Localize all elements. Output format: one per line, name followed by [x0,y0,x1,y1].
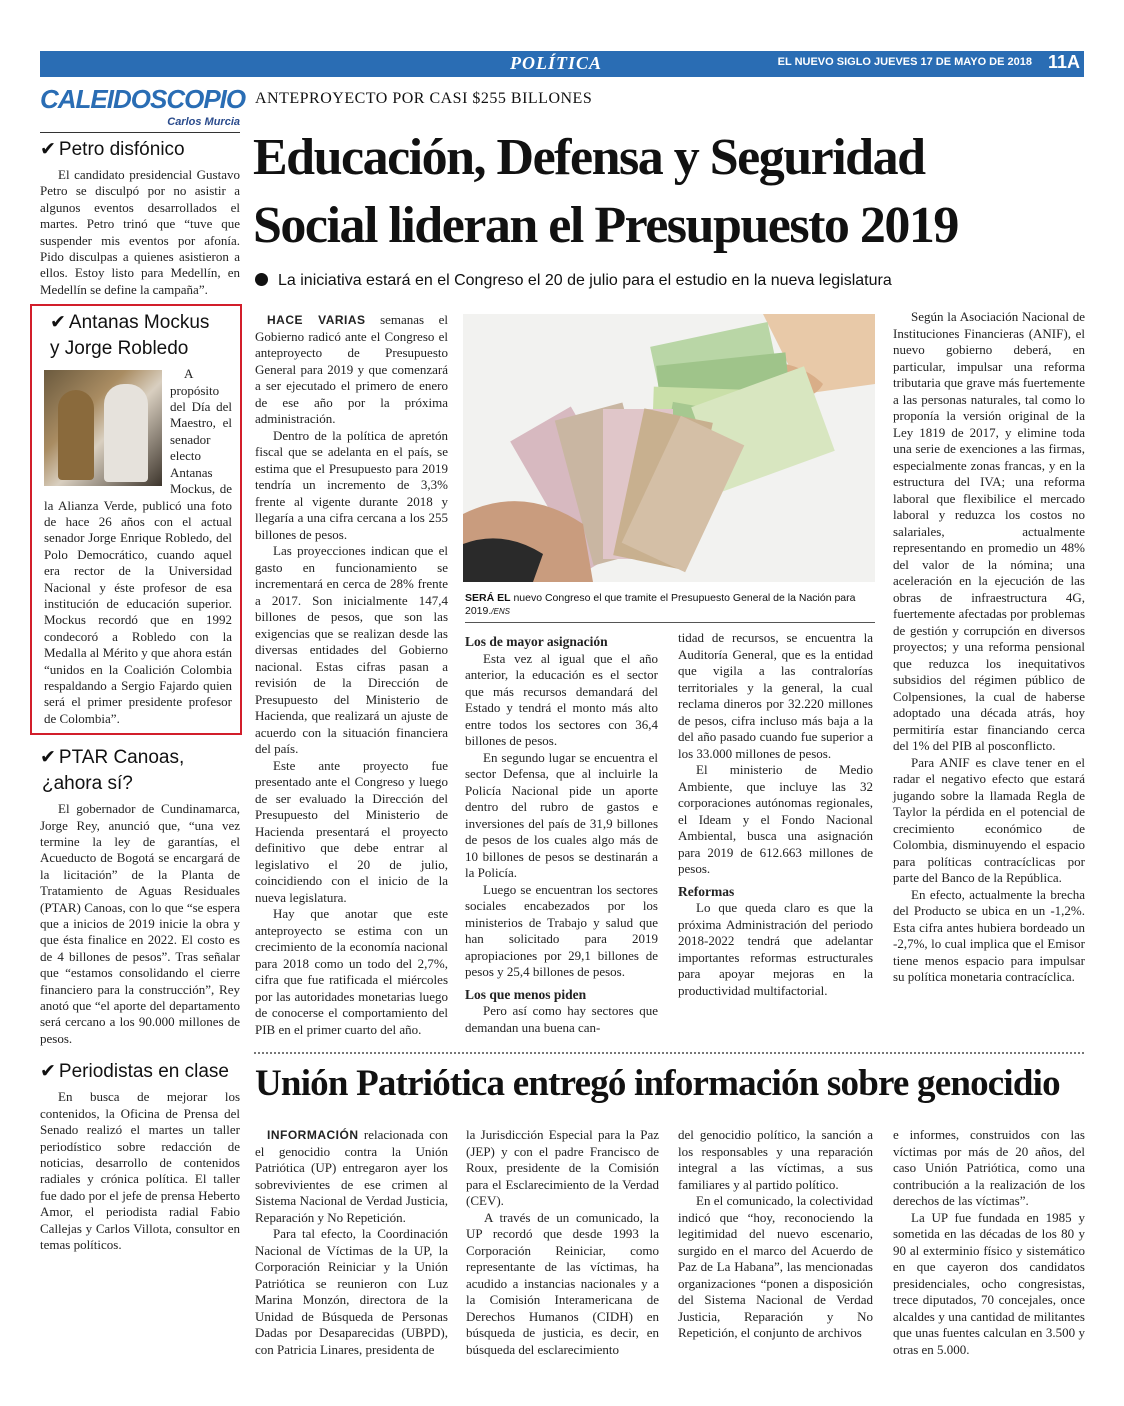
paragraph: A través de un comunicado, la UP recordó que desde 1993 la Corporación Reiniciar, como representante de las víctimas, ha acudido a instancias nacionales y a la Comisión Interamericana de Derechos Humanos (CIDH) en búsqueda de justicia, es decir, en búsqueda del esclarecimiento [466,1209,659,1357]
item-text: A propósito del Día del Maestro, el senador electo Antanas Mockus, de la Alianza Verde, publicó una foto de hace 26 años con el actual senador Jorge Enrique Robledo, del Polo Democrático, cuando aquel era rector de la Universidad Nacional y éste profesor de esa institución de educación superior. Mockus recordó que en 1992 condecoró a Robledo con la Medalla al Mérito y que ahora están “unidos en la Coalición Colombia respaldando a Sergio Fajardo quien será el primer presidente profesor de Colombia”. [44,366,232,726]
caleidoscopio-column [40,84,246,1384]
highlighted-item-box [30,304,242,735]
paragraph: la Jurisdicción Especial para la Paz (JEP) y con el padre Francisco de Roux, presidente de la Comisión para el Esclarecimiento de la Verdad (CEV). [466,1127,659,1208]
article-separator [254,1052,1084,1054]
divider [465,622,875,623]
checkmark-icon: ✔ [40,139,56,160]
paragraph: Según la Asociación Nacional de Instituciones Financieras (ANIF), el nuevo gobierno deberá, en particular, impulsar una reforma tributaria que grave más fuertemente a las personas naturales, tal como lo proponía la versión original de la Ley 1819 de 2017, y elimine toda una serie de exenciones a las firmas, especialmente zonas francas, y en la estructura del IVA; una reforma laboral que flexibilice el mercado laboral y reduzca los costos no salariales, actualmente representando en promedio un 48% del valor de la nómina; una aceleración en la ejecución de las obras de infraestructura 4G, fuertemente afectadas por problemas de gestión y corrupción en diversos proyectos; y una reforma pensional que reduzca los inequitativos subsidios del régimen público de Colpensiones, la cual de haberse adoptado una década atrás, hoy permitiría estar financiando cerca del 1% del PIB al posconflicto. [893,309,1085,753]
item-heading: ✔ Periodistas en clase [40,1061,229,1083]
article2-column-4 [893,1127,1085,1358]
paragraph: e informes, construidos con las víctimas por más de 20 años, del caso Unión Patriótica, como una contribución a la realización de los derechos de las víctimas”. [893,1127,1085,1208]
section-title: POLÍTICA [510,53,603,73]
checkmark-icon: ✔ [40,1061,56,1083]
paragraph: La UP fue fundada en 1985 y sometida en las décadas de los 80 y 90 al exterminio físico y sistemático en que cayeron dos candidatos presidenciales, ocho congresistas, trece diputados, 70 concejales, once alcaldes y una cantidad de militantes que unas fuentes calculan en 3.500 y otras en 5.000. [893,1209,1085,1357]
column-author: Carlos Murcia [167,116,240,128]
paragraph: Luego se encuentran los sectores sociales encabezados por los ministerios de Trabajo y salud que han solicitado para 2019 apropiaciones por 29,1 billones de pesos y 25,4 billones de pesos. [465,881,658,979]
paragraph: Hay que anotar que este anteproyecto se estima con un crecimiento de la economía nacional para 2018 como un todo del 2,7%, cifra que fue ratificada el miércoles por las autoridades monetarias luego de conocerse el comportamiento del PIB en el primer cuarto del año. [255,906,448,1037]
column-brand: CALEIDOSCOPIO [40,84,246,114]
checkmark-icon: ✔ [50,312,66,334]
paragraph: tidad de recursos, se encuentra la Auditoría General, que es la entidad que vigila a las contralorías territoriales y la general, la cual reclama dineros por 32.220 millones de pesos, cifra incluso más baja a la del año pasado cuando fue superior a los 33.000 millones de pesos. [678,630,873,761]
article-subheadline: La iniciativa estará en el Congreso el 20 de julio para el estudio en la nueva legislatura [255,272,892,290]
article-column-2 [465,628,658,1036]
paragraph: Esta vez al igual que el año anterior, la educación es el sector que más recursos demandará del Estado y tendrá el monto más alto entre todos los sectores con 36,4 billones de pesos. [465,650,658,748]
item-text: El candidato presidencial Gustavo Petro se disculpó por no asistir a algunos eventos desarrollados el martes. Petro trinó que “tuve que suspender mis eventos por afonía. Pido disculpas a quienes asistieron a ellos. Estoy listo para Medellín, en Medellín se define la campaña”. [40,167,240,297]
article-column-4 [893,309,1085,986]
subheading: Los que menos piden [465,986,587,1002]
paragraph: del genocidio político, la sanción a los responsables y una reparación integral a las víctimas, a sus familiares y al partido político. [678,1127,873,1192]
paragraph: Lo que queda claro es que la próxima Administración del periodo 2018-2022 tendrá que adelantar importantes reformas estructurales para apoyar mejoras en la productividad multifactorial. [678,900,873,998]
item-text: El gobernador de Cundinamarca, Jorge Rey, anunció que, “una vez termine la ley de garantías, el Acueducto de Bogotá se encargará de la licitación” de la Planta de Tratamiento de Aguas Residuales (PTAR) Canoas, con lo que “se espera que a inicios de 2019 inicie la obra y que ésta finalice en 2022. El costo es de 4 billones de pesos”. Tras señalar que “estamos consolidando el cierre financiero para la construcción”, Rey anotó que “el aporte del departamento será cercano a los 90.000 millones de pesos. [40,801,240,1046]
item-heading: ✔ Antanas Mockus [50,312,210,334]
article-kicker: ANTEPROYECTO POR CASI $255 BILLONES [255,90,593,107]
paragraph: En segundo lugar se encuentra el sector Defensa, que al incluirle la Policía Nacional pide un aporte dentro del rubro de gastos e inversiones del país de 31,9 billones de pesos de los cuales algo más de 10 billones de pesos se destinarán a la Policía. [465,749,658,880]
subheading: Reformas [678,883,735,899]
lead-words: INFORMACIÓN [267,1128,359,1142]
subheading: Los de mayor asignación [465,634,608,649]
paragraph: Pero así como hay sectores que demandan una buena can- [465,1003,658,1035]
item-heading-line2: ¿ahora sí? [42,773,133,795]
paragraph: Para ANIF es clave tener en el radar el negativo efecto que estará jugando sobre la llamada Regla de Taylor la pérdida en el potencial de crecimiento económico de Colombia, disminuyendo el espacio para políticas contracíclicas por parte del Banco de la República. [893,754,1085,885]
bullet-icon [255,273,268,286]
paragraph: En el comunicado, la colectividad indicó que “hoy, reconociendo la legitimidad del nuevo escenario, surgido en el marco del Acuerdo de Paz de La Habana”, las mencionadas organizaciones “ponen a disposición del Sistema Nacional de Verdad Justicia, Reparación y No Repetición, el conjunto de archivos [678,1193,873,1340]
article2-column-3 [678,1127,873,1342]
item-heading-line2: y Jorge Robledo [50,338,189,360]
mockus-robledo-photo [44,370,162,486]
paragraph: Dentro de la política de apretón fiscal que se adelanta en el país, se estima que el Presupuesto para 2019 tendría un incremento de 3,3% frente al vigente durante 2018 y llegaría a una cifra cercana a los 255 billones de pesos. [255,427,448,542]
article-headline: Educación, Defensa y Seguridad Social lideran el Presupuesto 2019 [253,129,958,254]
newspaper-date: EL NUEVO SIGLO JUEVES 17 DE MAYO DE 2018 [777,56,1032,68]
article-headline: Unión Patriótica entregó información sobre genocidio [255,1063,1060,1104]
paragraph: Este ante proyecto fue presentado ante el Congreso y luego de ser evaluado la Dirección del Presupuesto del Ministerio de Hacienda presentará el proyecto definitivo que debe entrar al legislativo el 20 de julio, coincidiendo con el inicio de la nueva legislatura. [255,757,448,905]
lead-words: HACE VARIAS [267,313,366,327]
article2-column-2 [466,1127,659,1358]
checkmark-icon: ✔ [40,747,56,769]
item-text: En busca de mejorar los contenidos, la Oficina de Prensa del Senado realizó el martes un taller periodístico sobre redacción de noticias, desarrollo de contenidos radiales y crónica política. El taller fue dado por el jefe de prensa Heberto Amor, el periodista radial Fabio Callejas y Carlos Villota, consultor en temas políticos. [40,1089,240,1252]
article-column-1: HACE VARIAS semanas el Gobierno radicó ante el Congreso el anteproyecto de Presupuesto General para 2019 y que comenzará a ser ejecutado el primero de enero de ese año por la próxima administración. Dentro de la política de apretón fiscal que se adelanta en el país, se estima que el Presupuesto para 2019 tendría un incremento de 3,3% frente al vigente durante 2018 y llegaría a una cifra cercana a los 255 billones de pesos. Las proyecciones indican que el gasto en funcionamiento se incrementará en cerca de 28% frente a 2017. Son inicialmente 147,4 billones de pesos, que son las exigencias que se realizan desde las diversas entidades del Gobierno nacional. Estas cifras pasan a revisión de la Dirección de Presupuesto del Ministerio de Hacienda, que realizará un ajuste de acuerdo con la situación financiera del país. Este ante proyecto fue presentado ante el Congreso y luego de ser evaluado la Dirección del Presupuesto del Ministerio de Hacienda presentará el proyecto definitivo que debe entrar al legislativo el 20 de julio, coincidiendo con el inicio de la nueva legislatura. Hay que anotar que este anteproyecto se estima con un crecimiento de la economía nacional para 2018 como un todo del 2,7%, cifra que fue ratificada el miércoles por las autoridades monetarias luego de conocerse el comportamiento del PIB en el primer cuarto del año. [255,312,448,1037]
article-column-3 [678,630,873,999]
divider [40,132,240,133]
photo-credit: /ENS [491,607,510,616]
money-exchange-photo [463,314,875,582]
paragraph: Las proyecciones indican que el gasto en funcionamiento se incrementará en cerca de 28% frente a 2017. Son inicialmente 147,4 billones de pesos, que son las exigencias que se realizan desde las diversas entidades del Gobierno nacional. Estas cifras pasan a revisión de la Dirección de Presupuesto del Ministerio de Hacienda, que realizará un ajuste de acuerdo con la situación financiera del país. [255,543,448,756]
page-number: 11A [1047,52,1080,72]
article2-column-1: INFORMACIÓN relacionada con el genocidio contra la Unión Patriótica (UP) entregaron ayer los sobrevivientes de ese crimen al Sistema Nacional de Verdad Justicia, Reparación y No Repetición. Para tal efecto, la Coordinación Nacional de Víctimas de la UP, la Corporación Reiniciar y la Unión Patriótica se reunieron con Luz Marina Monzón, directora de la Unidad de Búsqueda de Personas Dadas por Desaparecidas (UBPD), con Patricia Linares, presidenta de [255,1127,448,1357]
paragraph: En efecto, actualmente la brecha del Producto se ubica en un -1,2%. Esta cifra antes hubiera bordeado un -2,7%, lo cual implica que el Emisor tiene menos espacio para impulsar su política monetaria contracíclica. [893,886,1085,984]
section-header-bar [40,51,1084,77]
paragraph: Para tal efecto, la Coordinación Nacional de Víctimas de la UP, la Corporación Reiniciar y la Unión Patriótica se reunieron con Luz Marina Monzón, directora de la Unidad de Búsqueda de Personas Dadas por Desaparecidas (UBPD), con Patricia Linares, presidenta de [255,1226,448,1357]
item-heading: ✔ Petro disfónico [40,139,185,160]
photo-caption: SERÁ EL nuevo Congreso el que tramite el Presupuesto General de la Nación para 2019./ENS [465,592,856,617]
item-heading: ✔ PTAR Canoas, [40,747,185,769]
paragraph: El ministerio de Medio Ambiente, que incluye las 32 corporaciones autónomas regionales, el Ideam y el Fondo Nacional Ambiental, busca una asignación para 2019 de 612.663 millones de pesos. [678,762,873,876]
